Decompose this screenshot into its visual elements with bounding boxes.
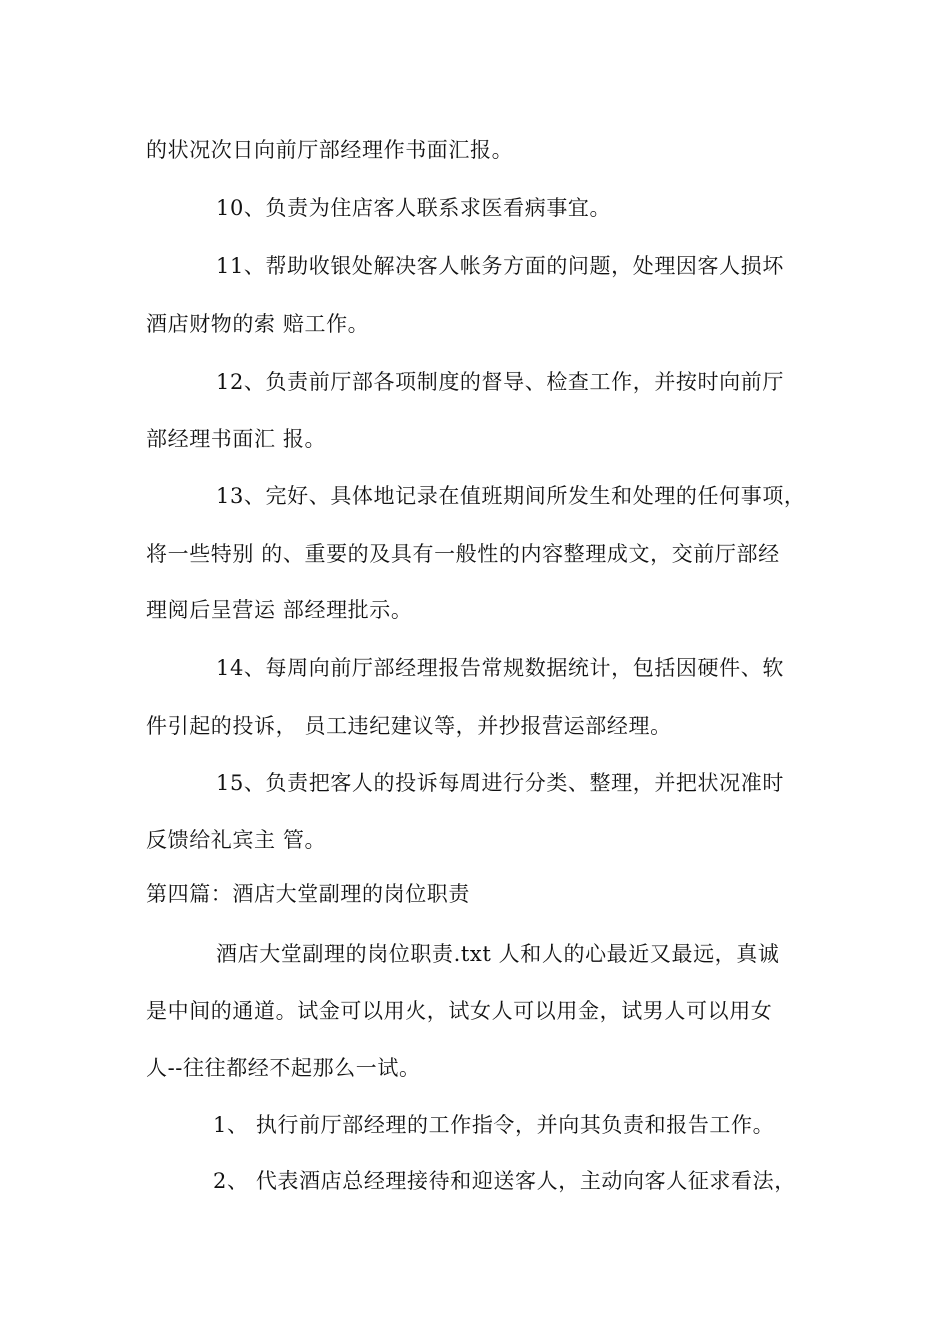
text-line: 的状况次日向前厅部经理作书面汇报。 — [146, 138, 514, 162]
text-line: 1、 执行前厅部经理的工作指令，并向其负责和报告工作。 — [213, 1113, 775, 1137]
text-line: 13、完好、具体地记录在值班期间所发生和处理的任何事项， — [216, 484, 806, 508]
text-line: 12、负责前厅部各项制度的督导、检查工作，并按时向前厅 — [216, 370, 784, 394]
text-line: 件引起的投诉， 员工违纪建议等，并抄报营运部经理。 — [146, 714, 672, 738]
text-line: 部经理书面汇 报。 — [146, 427, 327, 451]
text-line: 理阅后呈营运 部经理批示。 — [146, 598, 413, 622]
text-line: 10、负责为住店客人联系求医看病事宜。 — [216, 196, 612, 220]
text-line: 酒店大堂副理的岗位职责.txt 人和人的心最近又最远，真诚 — [216, 942, 780, 966]
text-line: 反馈给礼宾主 管。 — [146, 828, 327, 852]
text-line: 2、 代表酒店总经理接待和迎送客人，主动向客人征求看法， — [213, 1169, 796, 1193]
text-line: 14、每周向前厅部经理报告常规数据统计，包括因硬件、软 — [216, 656, 784, 680]
text-line: 将一些特别 的、重要的及具有一般性的内容整理成文，交前厅部经 — [146, 542, 780, 566]
section-heading: 第四篇：酒店大堂副理的岗位职责 — [146, 882, 470, 906]
text-line: 是中间的通道。试金可以用火，试女人可以用金，试男人可以用女 — [146, 999, 773, 1023]
text-line: 11、帮助收银处解决客人帐务方面的问题，处理因客人损坏 — [216, 254, 784, 278]
text-line: 人--往往都经不起那么一试。 — [146, 1056, 421, 1080]
text-line: 15、负责把客人的投诉每周进行分类、整理，并把状况准时 — [216, 771, 784, 795]
text-line: 酒店财物的索 赔工作。 — [146, 312, 370, 336]
